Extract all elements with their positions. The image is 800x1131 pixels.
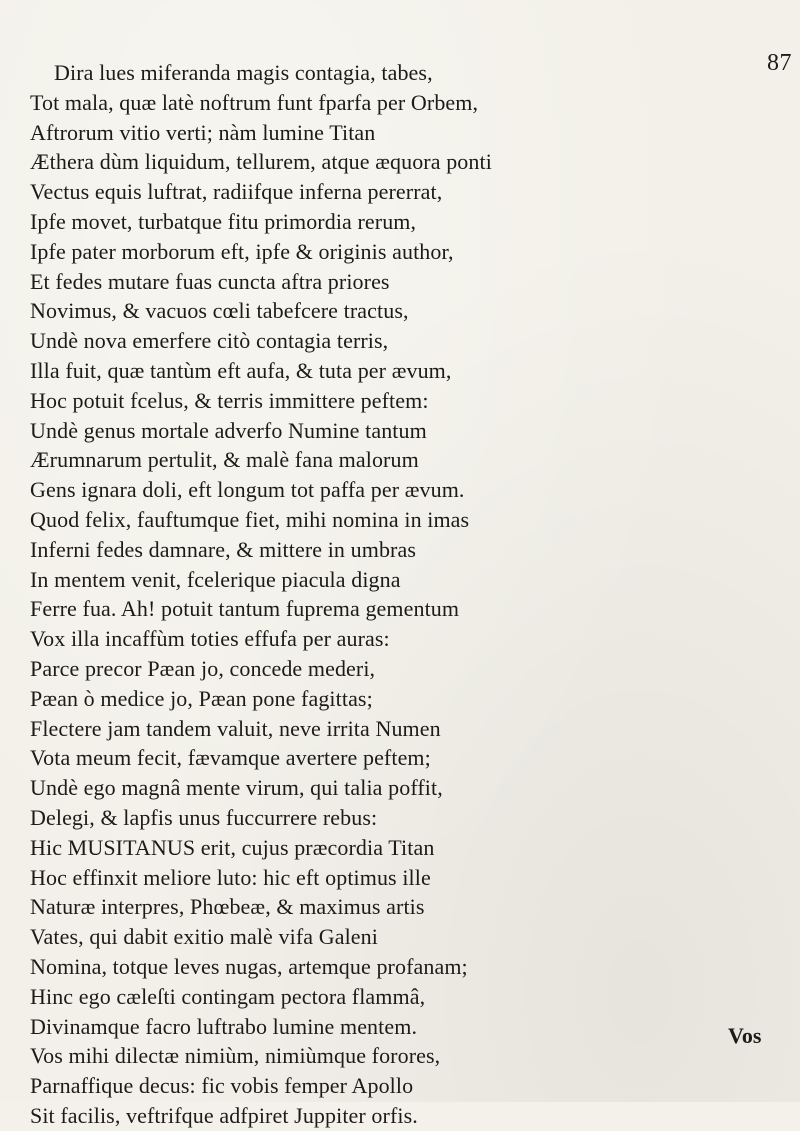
poem-line: Hoc effinxit meliore luto: hic eft optimus ille [30,864,431,890]
poem-line: Flectere jam tandem valuit, neve irrita Numen [30,715,441,741]
poem-line: Ipfe pater morborum eft, ipfe & originis author, [30,238,454,264]
page-number: 87 [767,50,792,76]
poem-line: Vates, qui dabit exitio malè vifa Galeni [30,924,378,950]
poem-text [30,58,770,1131]
poem-line: Vectus equis luftrat, radiifque inferna pererrat, [30,179,443,205]
poem-line: Ærumnarum pertulit, & malè fana malorum [30,447,419,473]
poem-line: Vox illa incaffùm toties effufa per auras: [30,626,390,652]
poem-line: Undè genus mortale adverfo Numine tantum [30,417,427,443]
poem-line: Dira lues miferanda magis contagia, tabes, [54,60,433,85]
poem-line: Vos mihi dilectæ nimiùm, nimiùmque forores, [30,1043,441,1069]
poem-line: Parnaffique decus: fic vobis femper Apollo [30,1073,414,1099]
poem-line: Novimus, & vacuos cœli tabefcere tractus, [30,298,409,324]
poem-line: Vota meum fecit, fævamque avertere peftem; [30,745,431,771]
poem-line: Ipfe movet, turbatque fitu primordia rerum, [30,208,417,234]
poem-line: Undè ego magnâ mente virum, qui talia poffit, [30,775,443,801]
poem-line: Undè nova emerfere citò contagia terris, [30,328,389,354]
poem-line: Sit facilis, veftrifque adfpiret Juppiter orfis. [30,1102,418,1128]
poem-line: Parce precor Pæan jo, concede mederi, [30,655,376,681]
poem-line: Ferre fua. Ah! potuit tantum fuprema gementum [30,596,460,622]
poem-line: Illa fuit, quæ tantùm eft aufa, & tuta per ævum, [30,357,452,383]
poem-line: Naturæ interpres, Phœbeæ, & maximus artis [30,894,425,920]
poem-line: Gens ignara doli, eft longum tot paffa per ævum. [30,477,465,503]
poem-line: Æthera dùm liquidum, tellurem, atque æquora ponti [30,149,492,175]
poem-line: Delegi, & lapfis unus fuccurrere rebus: [30,804,378,830]
poem-line: Inferni fedes damnare, & mittere in umbras [30,536,416,562]
poem-line: In mentem venit, fcelerique piacula digna [30,566,401,592]
poem-line: Hoc potuit fcelus, & terris immittere peftem: [30,387,429,413]
poem-line: Aftrorum vitio verti; nàm lumine Titan [30,119,376,145]
poem-line: Divinamque facro luftrabo lumine mentem. [30,1013,418,1039]
catchword: Vos [728,1023,762,1048]
poem-line: Hinc ego cæleſti contingam pectora flammâ, [30,983,426,1009]
poem-line: Tot mala, quæ latè noftrum funt fparfa per Orbem, [30,89,479,115]
poem-line: Hic MUSITANUS erit, cujus præcordia Titan [30,834,435,860]
poem-line: Et fedes mutare fuas cuncta aftra priores [30,268,390,294]
poem-line: Pæan ò medice jo, Pæan pone fagittas; [30,685,373,711]
poem-line: Nomina, totque leves nugas, artemque profanam; [30,953,468,979]
poem-line: Quod felix, fauftumque fiet, mihi nomina in imas [30,506,470,532]
